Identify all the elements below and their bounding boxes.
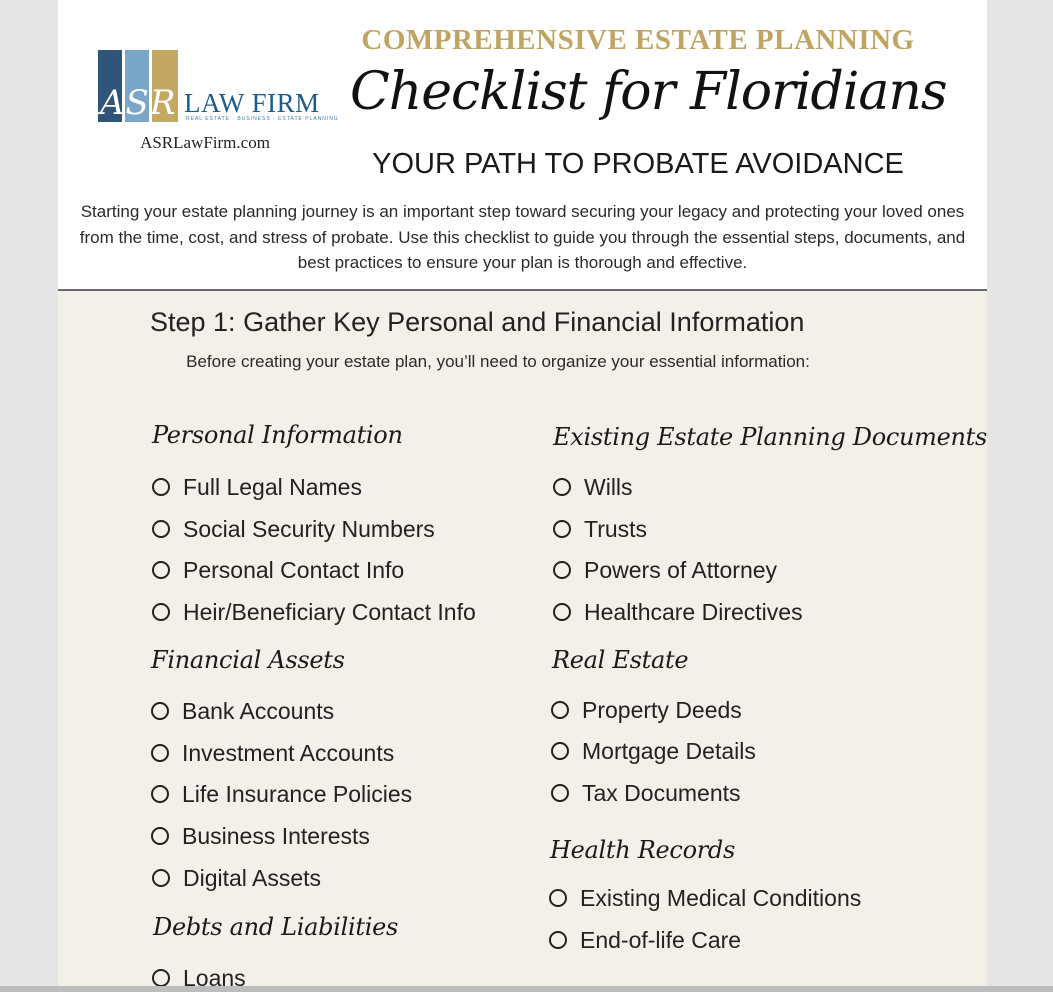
step-1-heading: Step 1: Gather Key Personal and Financial Information <box>150 307 805 337</box>
section-debts-and-liabilities: Debts and Liabilities <box>153 913 399 941</box>
checklist-item-digital-assets[interactable] <box>152 863 321 893</box>
radio-circle-icon[interactable] <box>551 701 569 719</box>
checklist-item-label: Powers of Attorney <box>584 556 778 583</box>
viewer-bottom-edge <box>0 986 1053 992</box>
checklist-item-label: Wills <box>584 473 633 500</box>
checklist-item-bank-accounts[interactable] <box>151 696 334 726</box>
checklist-item-label: Healthcare Directives <box>584 598 803 625</box>
radio-circle-icon[interactable] <box>152 478 170 496</box>
radio-circle-icon[interactable] <box>151 827 169 845</box>
radio-circle-icon[interactable] <box>151 702 169 720</box>
checklist-item-life-insurance-policies[interactable] <box>151 779 412 809</box>
radio-circle-icon[interactable] <box>551 784 569 802</box>
checklist-item-healthcare-directives[interactable] <box>553 597 803 627</box>
checklist-item-label: Business Interests <box>182 822 370 849</box>
checklist-item-powers-of-attorney[interactable] <box>553 555 777 585</box>
checklist-item-label: Property Deeds <box>582 696 742 723</box>
checklist-item-loans[interactable] <box>152 963 246 986</box>
checklist-item-label: Full Legal Names <box>183 473 362 500</box>
section-health-records: Health Records <box>550 836 735 864</box>
document-subtitle: YOUR PATH TO PROBATE AVOIDANCE <box>372 148 904 180</box>
checklist-item-investment-accounts[interactable] <box>151 738 394 768</box>
checklist-item-social-security-numbers[interactable] <box>152 514 435 544</box>
checklist-item-label: Social Security Numbers <box>183 515 435 542</box>
radio-circle-icon[interactable] <box>553 478 571 496</box>
website-url: ASRLawFirm.com <box>140 133 270 152</box>
checklist-item-business-interests[interactable] <box>151 821 370 851</box>
radio-circle-icon[interactable] <box>152 969 170 986</box>
document-title: Checklist for Floridians <box>350 62 947 122</box>
radio-circle-icon[interactable] <box>549 931 567 949</box>
radio-circle-icon[interactable] <box>151 744 169 762</box>
checklist-item-tax-documents[interactable] <box>551 778 741 808</box>
checklist-item-personal-contact-info[interactable] <box>152 555 404 585</box>
logo-tagline: REAL ESTATE · BUSINESS · ESTATE PLANNING <box>186 116 339 122</box>
radio-circle-icon[interactable] <box>152 561 170 579</box>
radio-circle-icon[interactable] <box>553 603 571 621</box>
radio-circle-icon[interactable] <box>152 520 170 538</box>
checklist-item-label: Personal Contact Info <box>183 556 405 583</box>
checklist-item-wills[interactable] <box>553 472 633 502</box>
checklist-item-end-of-life-care[interactable] <box>549 925 741 955</box>
checklist-item-label: Trusts <box>584 515 648 542</box>
checklist-item-label: Life Insurance Policies <box>182 780 413 807</box>
checklist-item-label: End-of-life Care <box>580 926 742 953</box>
section-real-estate: Real Estate <box>552 646 689 674</box>
step-1-description: Before creating your estate plan, you’ll need to organize your essential information: <box>186 352 810 371</box>
checklist-item-label: Bank Accounts <box>182 697 335 724</box>
checklist-item-label: Mortgage Details <box>582 737 756 764</box>
checklist-item-heir-beneficiary-contact-info[interactable] <box>152 597 476 627</box>
checklist-item-label: Tax Documents <box>582 779 741 806</box>
radio-circle-icon[interactable] <box>152 603 170 621</box>
checklist-item-label: Loans <box>183 964 246 986</box>
asr-law-firm-logo <box>98 50 339 130</box>
logo-mark: ASR <box>100 83 177 123</box>
intro-paragraph: Starting your estate planning journey is an important step toward securing your legacy and protecting your loved ones from the time, cost, and stress of probate. Use this checklist to guide you through the essential steps, documents, and best practices to ensure your plan is thorough and effective. <box>79 202 966 272</box>
radio-circle-icon[interactable] <box>553 561 571 579</box>
section-existing-estate-planning-documents: Existing Estate Planning Documents <box>553 423 987 451</box>
radio-circle-icon[interactable] <box>549 889 567 907</box>
checklist-item-full-legal-names[interactable] <box>152 472 362 502</box>
radio-circle-icon[interactable] <box>152 869 170 887</box>
radio-circle-icon[interactable] <box>553 520 571 538</box>
checklist-item-label: Heir/Beneficiary Contact Info <box>183 598 476 625</box>
checklist-item-trusts[interactable] <box>553 514 647 544</box>
checklist-item-label: Digital Assets <box>183 864 322 891</box>
document-kicker: COMPREHENSIVE ESTATE PLANNING <box>361 24 915 56</box>
checklist-item-property-deeds[interactable] <box>551 695 742 725</box>
radio-circle-icon[interactable] <box>551 742 569 760</box>
logo-firm-name: LAW FIRM <box>184 88 320 118</box>
checklist-item-mortgage-details[interactable] <box>551 736 756 766</box>
header-divider <box>58 289 987 291</box>
checklist-item-existing-medical-conditions[interactable] <box>549 883 861 913</box>
checklist-item-label: Existing Medical Conditions <box>580 884 862 911</box>
document-header <box>58 0 987 290</box>
section-personal-information: Personal Information <box>152 421 403 449</box>
checklist-item-label: Investment Accounts <box>182 739 395 766</box>
section-financial-assets: Financial Assets <box>151 646 345 674</box>
checklist-page <box>58 0 987 986</box>
radio-circle-icon[interactable] <box>151 785 169 803</box>
